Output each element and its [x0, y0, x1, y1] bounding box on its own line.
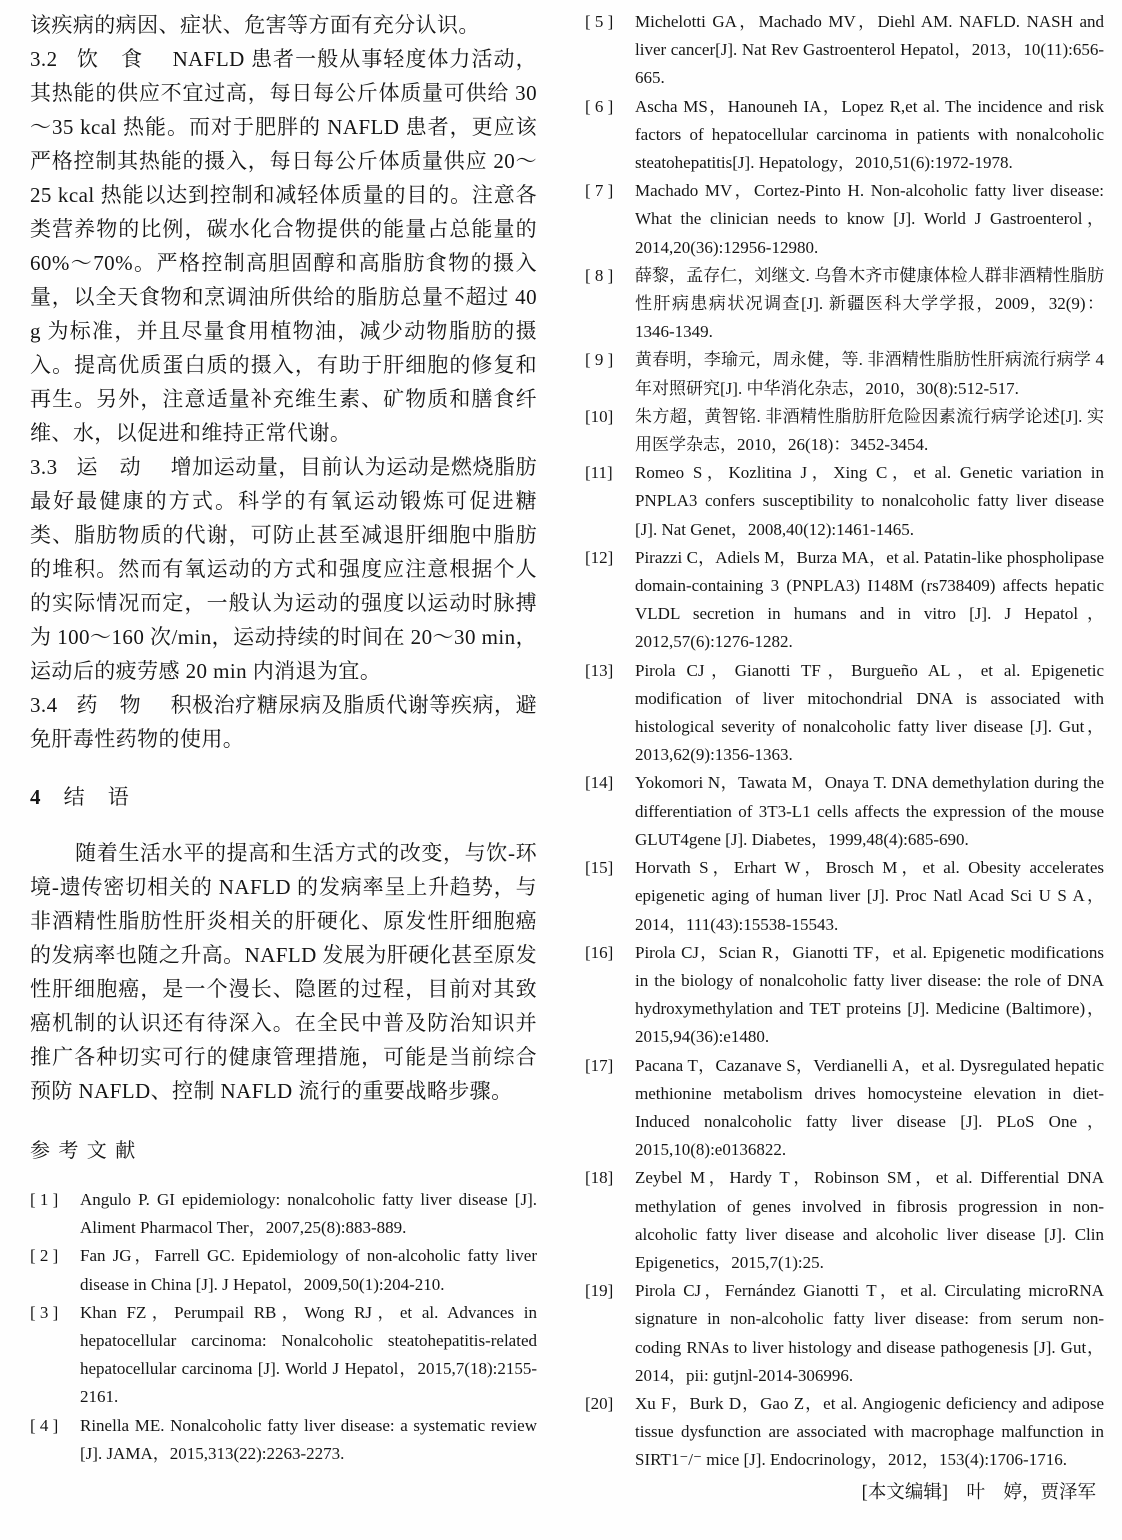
reference-label-6: [ 6 ]: [585, 96, 614, 116]
reference-text-20: Xu F，Burk D，Gao Z，et al. Angiogenic deficiency and adipose tissue dysfunction are associated with macrophage malfunction in SIRT1⁻/⁻ mice [J]. Endocrinology，2012，153(4):1706-1716.: [635, 1393, 1104, 1470]
reference-item-20: [585, 1390, 1104, 1475]
reference-label-19: [19]: [585, 1281, 614, 1301]
reference-item-14: [585, 769, 1104, 854]
section-3-2-title: 饮 食: [76, 47, 144, 71]
section-3-4: [30, 688, 537, 756]
reference-text-3: Khan FZ，Perumpail RB，Wong RJ，et al. Advances in hepatocellular carcinoma: Nonalcoholic steatohepatitis-related hepatocellular carcinoma [J]. World J Hepatol，2015,7(18):2155-2161.: [80, 1302, 537, 1407]
reference-label-13: [13]: [585, 660, 614, 680]
reference-label-12: [12]: [585, 547, 614, 567]
conclusion-heading-title: 结 语: [63, 785, 130, 809]
reference-item-5: [585, 8, 1104, 93]
reference-item-18: [585, 1164, 1104, 1277]
reference-text-1: Angulo P. GI epidemiology: nonalcoholic fatty liver disease [J]. Aliment Pharmacol Ther，2007,25(8):883-889.: [80, 1190, 537, 1238]
reference-item-19: [585, 1277, 1104, 1390]
reference-label-15: [15]: [585, 858, 614, 878]
intro-continuation-line: 该疾病的病因、症状、危害等方面有充分认识。: [30, 13, 480, 37]
left-column: [30, 8, 537, 1540]
references-heading: 参考文献: [30, 1140, 144, 1162]
section-3-4-body: 积极治疗糖尿病及脂质代谢等疾病，避免肝毒性药物的使用。: [30, 693, 538, 751]
reference-text-14: Yokomori N，Tawata M，Onaya T. DNA demethylation during the differentiation of 3T3-L1 cells affects the expression of the mouse GLUT4gene [J]. Diabetes，1999,48(4):685-690.: [635, 773, 1104, 849]
right-column: [585, 8, 1104, 1540]
reference-item-6: [585, 93, 1104, 178]
reference-label-18: [18]: [585, 1168, 614, 1188]
reference-label-9: [ 9 ]: [585, 350, 614, 370]
reference-item-9: [585, 346, 1104, 402]
section-3-3-body: 增加运动量，目前认为运动是燃烧脂肪最好最健康的方式。科学的有氧运动锻炼可促进糖类、脂肪物质的代谢，可防止甚至减退肝细胞中脂肪的堆积。然而有氧运动的方式和强度应注意根据个人的实际情况而定，一般认为运动的强度以运动时脉搏为 100～160 次/min，运动持续的时间在 20～30 min，运动后的疲劳感 20 min 内消退为宜。: [30, 455, 538, 683]
reference-label-8: [ 8 ]: [585, 265, 614, 285]
reference-text-13: Pirola CJ，Gianotti TF，Burgueño AL，et al. Epigenetic modification of liver mitochondrial DNA is associated with histological severity of nonalcoholic fatty liver disease [J]. Gut，2013,62(9):1356-1363.: [635, 660, 1104, 765]
reference-label-20: [20]: [585, 1393, 614, 1413]
reference-item-16: [585, 939, 1104, 1052]
conclusion-paragraph: 随着生活水平的提高和生活方式的改变，与饮-环境-遗传密切相关的 NAFLD 的发病率呈上升趋势，与非酒精性脂肪性肝炎相关的肝硬化、原发性肝细胞癌的发病率也随之升高。NAFLD 发展为肝硬化甚至原发性肝细胞癌，是一个漫长、隐匿的过程，目前对其致癌机制的认识还有待深入。在全民中普及防治知识并推广各种切实可行的健康管理措施，可能是当前综合预防 NAFLD、控制 NAFLD 流行的重要战略步骤。: [30, 841, 537, 1103]
reference-label-1: [ 1 ]: [30, 1190, 59, 1209]
reference-label-17: [17]: [585, 1055, 614, 1075]
reference-label-4: [ 4 ]: [30, 1415, 59, 1435]
reference-item-1: [30, 1186, 537, 1242]
reference-text-4: Rinella ME. Nonalcoholic fatty liver disease: a systematic review [J]. JAMA，2015,313(22):2263-2273.: [80, 1415, 537, 1463]
reference-item-15: [585, 854, 1104, 939]
reference-item-2: [30, 1242, 537, 1298]
section-3-4-title: 药 物: [76, 693, 142, 717]
reference-label-2: [ 2 ]: [30, 1246, 59, 1266]
section-3-3-title: 运 动: [76, 455, 142, 479]
reference-text-6: Ascha MS，Hanouneh IA，Lopez R,et al. The incidence and risk factors of hepatocellular carcinoma in patients with nonalcoholic steatohepatitis[J]. Hepatology，2010,51(6):1972-1978.: [635, 96, 1104, 173]
reference-text-10: 朱方超，黄智铭. 非酒精性脂肪肝危险因素流行病学论述[J]. 实用医学杂志，2010，26(18)：3452-3454.: [635, 406, 1104, 455]
reference-text-17: Pacana T，Cazanave S，Verdianelli A，et al. Dysregulated hepatic methionine metabolism drives homocysteine elevation in diet-Induced nonalcoholic fatty liver disease [J]. PLoS One，2015,10(8):e0136822.: [635, 1055, 1104, 1160]
reference-label-3: [ 3 ]: [30, 1302, 59, 1322]
reference-text-7: Machado MV，Cortez-Pinto H. Non-alcoholic fatty liver disease: What the clinician needs to know [J]. World J Gastroenterol，2014,20(36):12956-12980.: [635, 181, 1104, 257]
reference-label-16: [16]: [585, 942, 614, 962]
reference-label-10: [10]: [585, 406, 614, 426]
conclusion-heading-number: 4: [30, 785, 41, 809]
reference-label-11: [11]: [585, 463, 613, 483]
reference-label-5: [ 5 ]: [585, 12, 614, 31]
reference-text-12: Pirazzi C，Adiels M，Burza MA，et al. Patatin-like phospholipase domain-containing 3 (PNPLA3) I148M (rs738409) affects hepatic VLDL secretion in humans and in vitro [J]. J Hepatol，2012,57(6):1276-1282.: [635, 547, 1104, 652]
section-3-2-body: NAFLD 患者一般从事轻度体力活动，其热能的供应不宜过高，每日每公斤体质量可供给 30～35 kcal 热能。而对于肥胖的 NAFLD 患者，更应该严格控制其热能的摄入，每日每公斤体质量供应 20～25 kcal 热能以达到控制和减轻体质量的目的。注意各类营养物的比例，碳水化合物提供的能量占总能量的 60%～70%。严格控制高胆固醇和高脂肪食物的摄入量，以全天食物和烹调油所供给的脂肪总量不超过 40 g 为标准，并且尽量食用植物油，减少动物脂肪的摄入。提高优质蛋白质的摄入，有助于肝细胞的修复和再生。另外，注意适量补充维生素、矿物质和膳食纤维、水，以促进和维持正常代谢。: [30, 47, 537, 445]
reference-item-8: [585, 262, 1104, 347]
reference-label-7: [ 7 ]: [585, 181, 614, 201]
reference-item-10: [585, 403, 1104, 459]
editor-note: [本文编辑] 叶 婷，贾泽军: [861, 1482, 1096, 1503]
reference-label-14: [14]: [585, 773, 614, 793]
reference-text-18: Zeybel M，Hardy T，Robinson SM，et al. Differential DNA methylation of genes involved in fibrosis progression in non-alcoholic fatty liver disease and alcoholic liver disease [J]. Clin Epigenetics，2015,7(1):25.: [635, 1168, 1104, 1272]
reference-text-5: Michelotti GA，Machado MV，Diehl AM. NAFLD. NASH and liver cancer[J]. Nat Rev Gastroenterol Hepatol，2013，10(11):656-665.: [635, 12, 1104, 88]
reference-text-11: Romeo S，Kozlitina J，Xing C，et al. Genetic variation in PNPLA3 confers susceptibility to nonalcoholic fatty liver disease [J]. Nat Genet，2008,40(12):1461-1465.: [635, 463, 1104, 539]
reference-text-19: Pirola CJ，Fernández Gianotti T，et al. Circulating microRNA signature in non-alcoholic fatty liver disease: from serum non-coding RNAs to liver histology and disease pathogenesis [J]. Gut，2014，pii: gutjnl-2014-306996.: [635, 1281, 1104, 1385]
reference-item-12: [585, 544, 1104, 657]
conclusion-heading: [30, 780, 537, 814]
section-3-3: [30, 450, 537, 688]
reference-item-7: [585, 177, 1104, 262]
reference-item-11: [585, 459, 1104, 544]
reference-text-2: Fan JG，Farrell GC. Epidemiology of non-alcoholic fatty liver disease in China [J]. J Hepatol，2009,50(1):204-210.: [80, 1246, 537, 1294]
section-3-3-number: 3.3: [30, 455, 58, 479]
reference-item-17: [585, 1052, 1104, 1165]
section-3-4-number: 3.4: [30, 693, 58, 717]
section-3-2-number: 3.2: [30, 47, 58, 71]
reference-item-4: [30, 1412, 537, 1468]
reference-text-8: 薛黎，孟存仁，刘继文. 乌鲁木齐市健康体检人群非酒精性脂肪性肝病患病状况调查[J]. 新疆医科大学学报，2009，32(9)：1346-1349.: [635, 265, 1104, 342]
reference-text-9: 黄春明，李瑜元，周永健，等. 非酒精性脂肪性肝病流行病学 4 年对照研究[J]. 中华消化杂志，2010，30(8):512-517.: [635, 350, 1104, 398]
reference-item-13: [585, 657, 1104, 770]
section-3-2: [30, 42, 537, 450]
reference-item-3: [30, 1299, 537, 1412]
reference-text-16: Pirola CJ，Scian R，Gianotti TF，et al. Epigenetic modifications in the biology of nonalcoholic fatty liver disease: the role of DNA hydroxymethylation and TET proteins [J]. Medicine (Baltimore)，2015,94(36):e1480.: [635, 942, 1104, 1047]
reference-text-15: Horvath S，Erhart W，Brosch M，et al. Obesity accelerates epigenetic aging of human liver [J]. Proc Natl Acad Sci U S A，2014，111(43):15538-15543.: [635, 858, 1104, 934]
